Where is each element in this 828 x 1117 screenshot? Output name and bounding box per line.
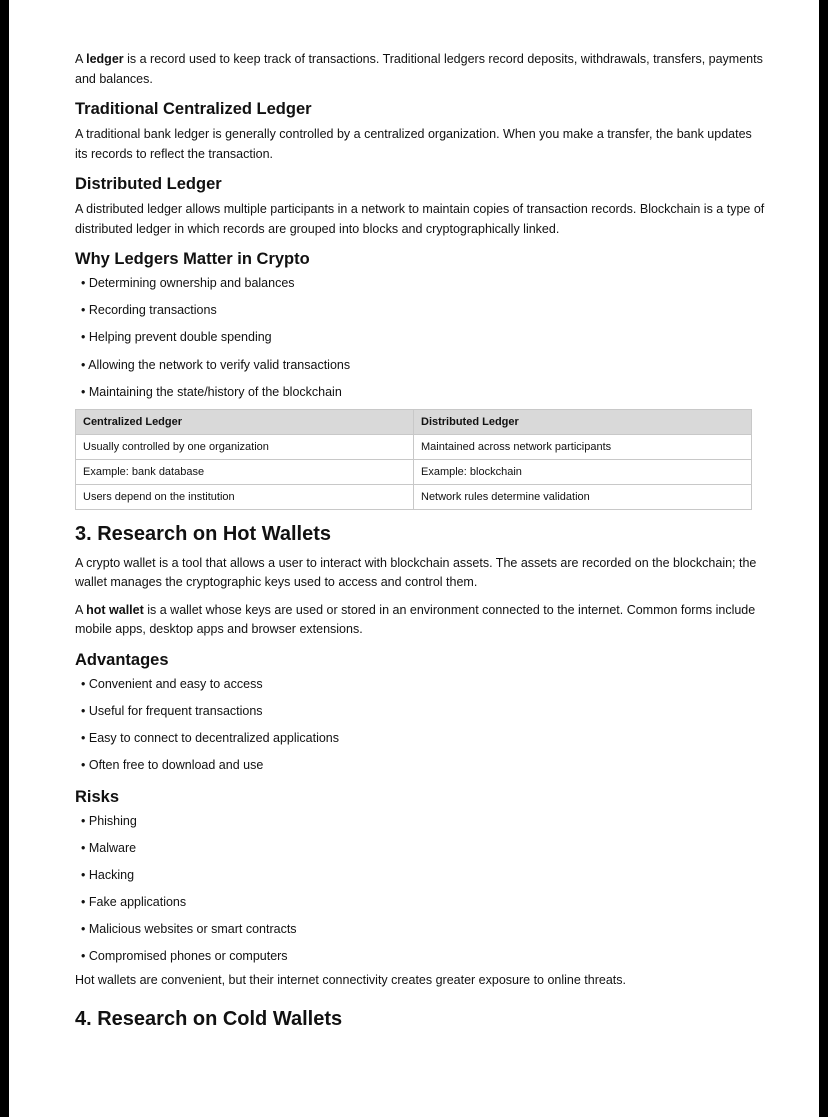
table-row — [76, 459, 752, 484]
table-cell: Example: blockchain — [414, 459, 752, 484]
table-cell: Maintained across network participants — [414, 434, 752, 459]
table-row — [76, 484, 752, 509]
list-item: • Compromised phones or computers — [81, 948, 765, 965]
table-header-row — [76, 409, 752, 434]
hot-wallet-paragraph — [75, 601, 765, 640]
list-item: • Often free to download and use — [81, 757, 765, 774]
distributed-ledger-paragraph: A distributed ledger allows multiple participants in a network to maintain copies of transaction records. Blockchain is a type of distributed ledger in which records are grouped into blocks and cryptographically linked. — [75, 202, 765, 236]
document-content — [75, 50, 765, 1039]
advantages-heading: Advantages — [75, 650, 169, 669]
table-header-cell: Centralized Ledger — [76, 409, 414, 434]
list-item: • Phishing — [81, 813, 765, 830]
list-item: • Useful for frequent transactions — [81, 703, 765, 720]
risks-heading: Risks — [75, 787, 120, 806]
traditional-ledger-paragraph: A traditional bank ledger is generally controlled by a centralized organization. When you make a transfer, the bank updates its records to reflect the transaction. — [75, 127, 752, 161]
hot-wallet-post: is a wallet whose keys are used or stored in an environment connected to the internet. Common forms include mobile apps, desktop apps and browser extensions. — [75, 602, 756, 637]
risks-list — [75, 813, 765, 966]
traditional-ledger-heading: Traditional Centralized Ledger — [75, 100, 312, 118]
table-cell: Example: bank database — [76, 459, 414, 484]
table-header-cell: Distributed Ledger — [414, 409, 752, 434]
hot-wallet-term: hot wallet — [86, 602, 144, 617]
document-page — [9, 0, 819, 1117]
distributed-ledger-heading: Distributed Ledger — [75, 175, 222, 193]
cold-wallets-heading: 4. Research on Cold Wallets — [75, 1007, 343, 1030]
list-item: • Allowing the network to verify valid transactions — [81, 357, 765, 374]
table-cell: Users depend on the institution — [76, 484, 414, 509]
table-cell: Network rules determine validation — [414, 484, 752, 509]
list-item: • Determining ownership and balances — [81, 275, 765, 292]
hot-wallet-summary: Hot wallets are convenient, but their internet connectivity creates greater exposure to online threats. — [75, 973, 626, 988]
ledger-intro-paragraph — [75, 50, 765, 89]
list-item: • Helping prevent double spending — [81, 329, 765, 346]
list-item: • Maintaining the state/history of the blockchain — [81, 384, 765, 401]
list-item: • Recording transactions — [81, 302, 765, 319]
crypto-wallet-paragraph: A crypto wallet is a tool that allows a user to interact with blockchain assets. The assets are recorded on the blockchain; the wallet manages the cryptographic keys used to access and control them. — [75, 555, 757, 590]
list-item: • Malware — [81, 840, 765, 857]
hot-wallets-heading: 3. Research on Hot Wallets — [75, 522, 331, 545]
ledger-term: ledger — [86, 52, 124, 66]
list-item: • Hacking — [81, 867, 765, 884]
ledger-intro-pre: A — [75, 52, 87, 66]
list-item: • Fake applications — [81, 894, 765, 911]
list-item: • Convenient and easy to access — [81, 676, 765, 693]
ledger-intro-post: is a record used to keep track of transactions. Traditional ledgers record deposits, withdrawals, transfers, payments and balances. — [75, 52, 763, 86]
advantages-list — [75, 676, 765, 775]
list-item: • Easy to connect to decentralized applications — [81, 730, 765, 747]
list-item: • Malicious websites or smart contracts — [81, 921, 765, 938]
why-ledgers-list — [75, 275, 765, 401]
table-row — [76, 434, 752, 459]
ledger-comparison-table — [75, 409, 752, 510]
table-cell: Usually controlled by one organization — [76, 434, 414, 459]
hot-wallet-pre: A — [75, 602, 87, 617]
why-ledgers-heading: Why Ledgers Matter in Crypto — [75, 250, 310, 268]
